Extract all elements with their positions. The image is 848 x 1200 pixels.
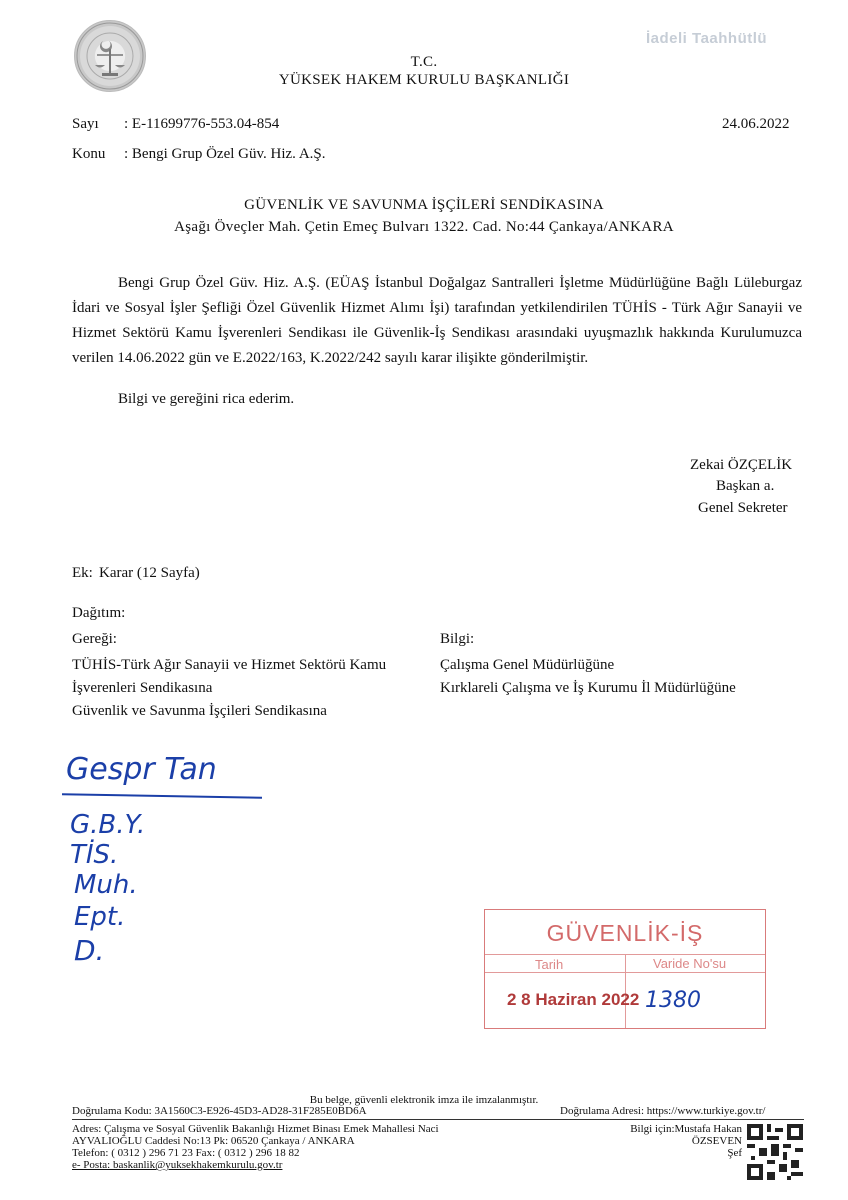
handwritten-note-1: Gespr Tan: [66, 752, 217, 787]
sayi-label: Sayı: [72, 116, 99, 132]
verification-code: Doğrulama Kodu: 3A1560C3-E926-45D3-AD28-31F285E0BD6A: [72, 1105, 367, 1117]
signatory-title-1: Başkan a.: [716, 478, 775, 494]
handwritten-note-3: TİS.: [70, 840, 119, 870]
signatory-name: Zekai ÖZÇELİK: [690, 457, 793, 473]
handwritten-note-4: Muh.: [74, 870, 138, 900]
header-tc: T.C.: [410, 54, 438, 70]
document-date: 24.06.2022: [722, 116, 790, 132]
addressee-address: Aşağı Öveçler Mah. Çetin Emeç Bulvarı 1322. Cad. No:44 Çankaya/ANKARA: [174, 219, 674, 235]
stamp-date-label: Tarih: [535, 957, 564, 972]
address-line-2: AYVALIOĞLU Caddesi No:13 Pk: 06520 Çankaya / ANKARA: [72, 1135, 355, 1147]
e-sign-note: Bu belge, güvenli elektronik imza ile imzalanmıştır.: [309, 1094, 539, 1106]
verification-address[interactable]: Doğrulama Adresi: https://www.turkiye.gov.tr/: [560, 1105, 766, 1117]
signatory-title-2: Genel Sekreter: [698, 500, 788, 516]
handwritten-note-5: Ept.: [74, 902, 126, 932]
handwritten-underline: [62, 793, 262, 798]
addressee-name: GÜVENLİK VE SAVUNMA İŞÇİLERİ SENDİKASINA: [244, 197, 604, 213]
handwritten-note-2: G.B.Y.: [70, 810, 146, 840]
stamp-number-label: Varide No'su: [653, 956, 727, 971]
bilgi-item: Kırklareli Çalışma ve İş Kurumu İl Müdürlüğüne: [440, 680, 736, 696]
info-contact: Bilgi için:Mustafa Hakan: [630, 1123, 742, 1135]
distribution-label: Dağıtım:: [72, 605, 126, 621]
stamp-date-value: 2 8 Haziran 2022: [507, 990, 640, 1009]
gereği-label: Gereği:: [72, 631, 117, 647]
phone-fax: Telefon: ( 0312 ) 296 71 23 Fax: ( 0312 ) 296 18 82: [72, 1147, 300, 1159]
konu-label: Konu: [72, 146, 106, 162]
stamp-number-value: 1380: [645, 988, 701, 1013]
closing-line: Bilgi ve gereğini rica ederim.: [118, 391, 295, 407]
qr-code-icon: [747, 1124, 803, 1180]
bilgi-item: Çalışma Genel Müdürlüğüne: [440, 657, 615, 673]
header-institution: YÜKSEK HAKEM KURULU BAŞKANLIĞI: [278, 72, 570, 88]
attachment-value: Karar (12 Sayfa): [99, 565, 200, 581]
attachment-label: Ek:: [72, 565, 93, 581]
info-title: Şef: [727, 1147, 742, 1159]
address-line-1: Adres: Çalışma ve Sosyal Güvenlik Bakanlığı Hizmet Binası Emek Mahallesi Naci: [72, 1123, 439, 1135]
handwritten-note-6: D.: [74, 934, 105, 967]
footer-divider: [72, 1119, 804, 1120]
konu-value: : Bengi Grup Özel Güv. Hiz. A.Ş.: [124, 146, 326, 162]
gereği-item: İşverenleri Sendikasına: [72, 680, 213, 696]
gereği-item: Güvenlik ve Savunma İşçileri Sendikasına: [72, 703, 327, 719]
bilgi-label: Bilgi:: [440, 631, 475, 647]
gereği-item: TÜHİS-Türk Ağır Sanayii ve Hizmet Sektörü Kamu: [72, 657, 387, 673]
email-address[interactable]: e- Posta: baskanlik@yuksekhakemkurulu.gov.tr: [72, 1159, 283, 1171]
stamp-title: GÜVENLİK-İŞ: [546, 920, 704, 946]
body-paragraph: Bengi Grup Özel Güv. Hiz. A.Ş. (EÜAŞ İstanbul Doğalgaz Santralleri İşletme Müdürlüğüne Bağlı Lüleburgaz İdari ve Sosyal İşler Şefliği Özel Güvenlik Hizmet Alımı İşi) tarafından yetkilendirilen TÜHİS - Türk Ağır Sanayii ve Hizmet Sektörü Kamu İşverenleri Sendikası ile Güvenlik-İş Sendikası arasındaki uyuşmazlık hakkında Kurulumuzca verilen 14.06.2022 gün ve E.2022/163, K.2022/242 sayılı karar ilişikte gönderilmiştir.: [72, 275, 802, 366]
registered-mail-stamp: İadeli Taahhütlü: [646, 30, 768, 47]
union-receipt-stamp: [484, 909, 766, 1029]
sayi-value: : E-11699776-553.04-854: [124, 116, 280, 132]
info-surname: ÖZSEVEN: [691, 1135, 742, 1147]
